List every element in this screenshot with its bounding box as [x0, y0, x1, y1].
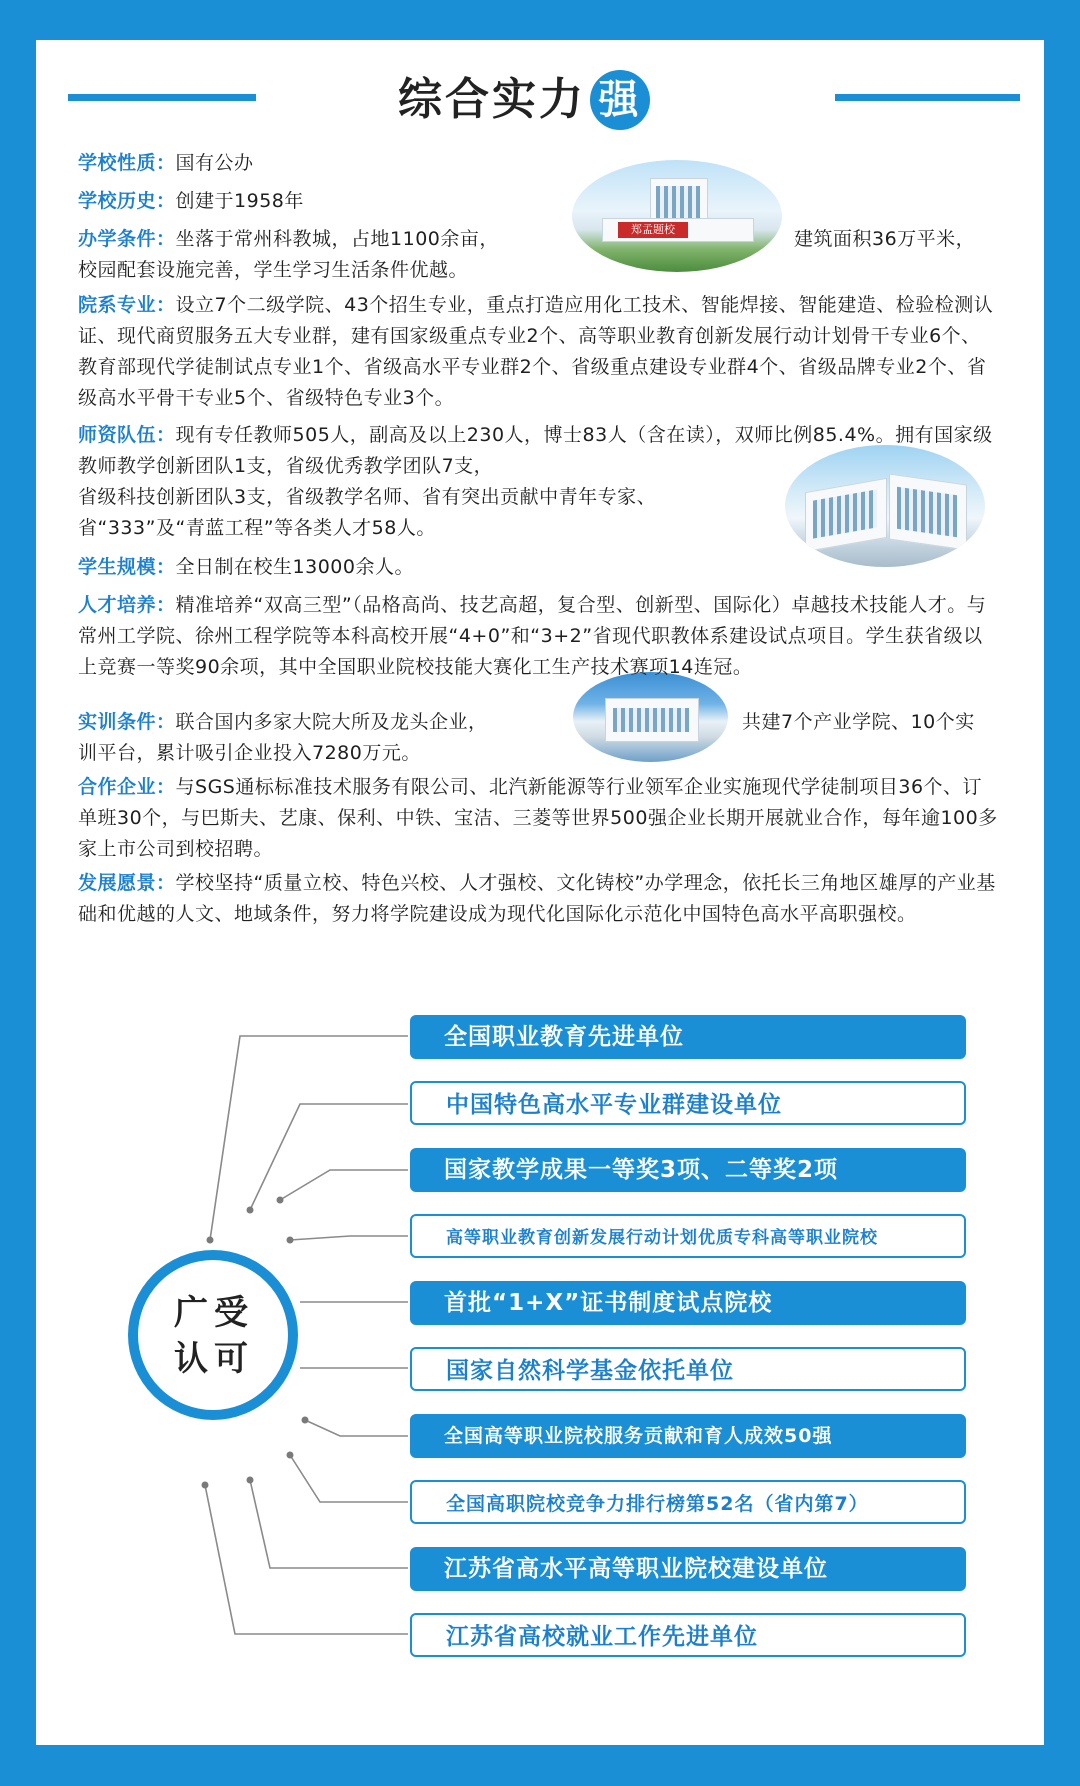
- section-text: 创建于1958年: [175, 190, 304, 212]
- award-item: 国家教学成果一等奖3项、二等奖2项: [410, 1148, 966, 1192]
- section-text: 全日制在校生13000余人。: [175, 556, 414, 578]
- section-text: 联合国内多家大院大所及龙头企业，: [175, 711, 488, 733]
- section-text: 设立7个二级学院、43个招生专业，重点打造应用化工技术、智能焊接、智能建造、检验检测认证、现代商贸服务五大专业群，建有国家级重点专业2个、高等职业教育创新发展行动计划骨干专业6个、教育部现代学徒制试点专业1个、省级高水平专业群2个、省级重点建设专业群4个、省级品牌专业2个、省级高水平骨干专业5个、省级特色专业3个。: [78, 294, 994, 409]
- title-text: 综合实力: [398, 74, 586, 125]
- section-label: 发展愿景：: [78, 872, 176, 894]
- recognition-label-line2: 认可: [174, 1339, 254, 1379]
- award-item: 首批“1+X”证书制度试点院校: [410, 1281, 966, 1325]
- section-text-line: 省级科技创新团队3支，省级教学名师、省有突出贡献中青年专家、: [78, 486, 657, 508]
- section-text-cont: 建筑面积36万平米，: [794, 228, 976, 250]
- section-text-cont: 共建7个产业学院、10个实: [742, 711, 975, 733]
- section-label: 师资队伍：: [78, 424, 176, 446]
- section-label: 院系专业：: [78, 294, 176, 316]
- award-item: 中国特色高水平专业群建设单位: [410, 1081, 966, 1125]
- section-text-line: 训平台，累计吸引企业投入7280万元。: [78, 742, 421, 764]
- recognition-label-line1: 广受: [174, 1293, 254, 1333]
- section-label: 学校历史：: [78, 190, 176, 212]
- section-text: 学校坚持“质量立校、特色兴校、人才强校、文化铸校”办学理念，依托长三角地区雄厚的产业基础和优越的人文、地域条件，努力将学院建设成为现代化国际化示范化中国特色高水平高职强校。: [78, 872, 996, 925]
- award-item: 高等职业教育创新发展行动计划优质专科高等职业院校: [410, 1214, 966, 1258]
- award-item: 江苏省高水平高等职业院校建设单位: [410, 1547, 966, 1591]
- award-item: 江苏省高校就业工作先进单位: [410, 1613, 966, 1657]
- award-item: 国家自然科学基金依托单位: [410, 1347, 966, 1391]
- title-badge: 强: [590, 70, 650, 130]
- award-item: 全国职业教育先进单位: [410, 1015, 966, 1059]
- section-label: 合作企业：: [78, 776, 176, 798]
- section-text: 精准培养“双高三型”（品格高尚、技艺高超，复合型、创新型、国际化）卓越技术技能人才。与常州工学院、徐州工程学院等本科高校开展“4+0”和“3+2”省现代职教体系建设试点项目。学生获省级以上竞赛一等奖90余项，其中全国职业院校技能大赛化工生产技术赛项14连冠。: [78, 594, 987, 678]
- recognition-label: [150, 1290, 278, 1382]
- section-text-line: 校园配套设施完善，学生学习生活条件优越。: [78, 259, 469, 281]
- award-item: 全国高职院校竞争力排行榜第52名（省内第7）: [410, 1480, 966, 1524]
- section-text: 现有专任教师505人，副高及以上230人，博士83人（含在读），双师比例85.4%。拥有国家级教师教学创新团队1支，省级优秀教学团队7支，: [78, 424, 993, 477]
- section-text: 国有公办: [175, 152, 254, 174]
- section-text: 坐落于常州科教城，占地1100余亩，: [175, 228, 499, 250]
- award-item: 全国高等职业院校服务贡献和育人成效50强: [410, 1414, 966, 1458]
- section-label: 学生规模：: [78, 556, 176, 578]
- section-label: 学校性质：: [78, 152, 176, 174]
- section-label: 人才培养：: [78, 594, 176, 616]
- section-label: 实训条件：: [78, 711, 176, 733]
- photo-sign: 郑孟题校: [618, 222, 688, 238]
- section-text-line: 省“333”及“青蓝工程”等各类人才58人。: [78, 517, 436, 539]
- section-text: 与SGS通标标准技术服务有限公司、北汽新能源等行业领军企业实施现代学徒制项目36个、订单班30个，与巴斯夫、艺康、保利、中铁、宝洁、三菱等世界500强企业长期开展就业合作，每年逾100多家上市公司到校招聘。: [78, 776, 998, 860]
- section-label: 办学条件：: [78, 228, 176, 250]
